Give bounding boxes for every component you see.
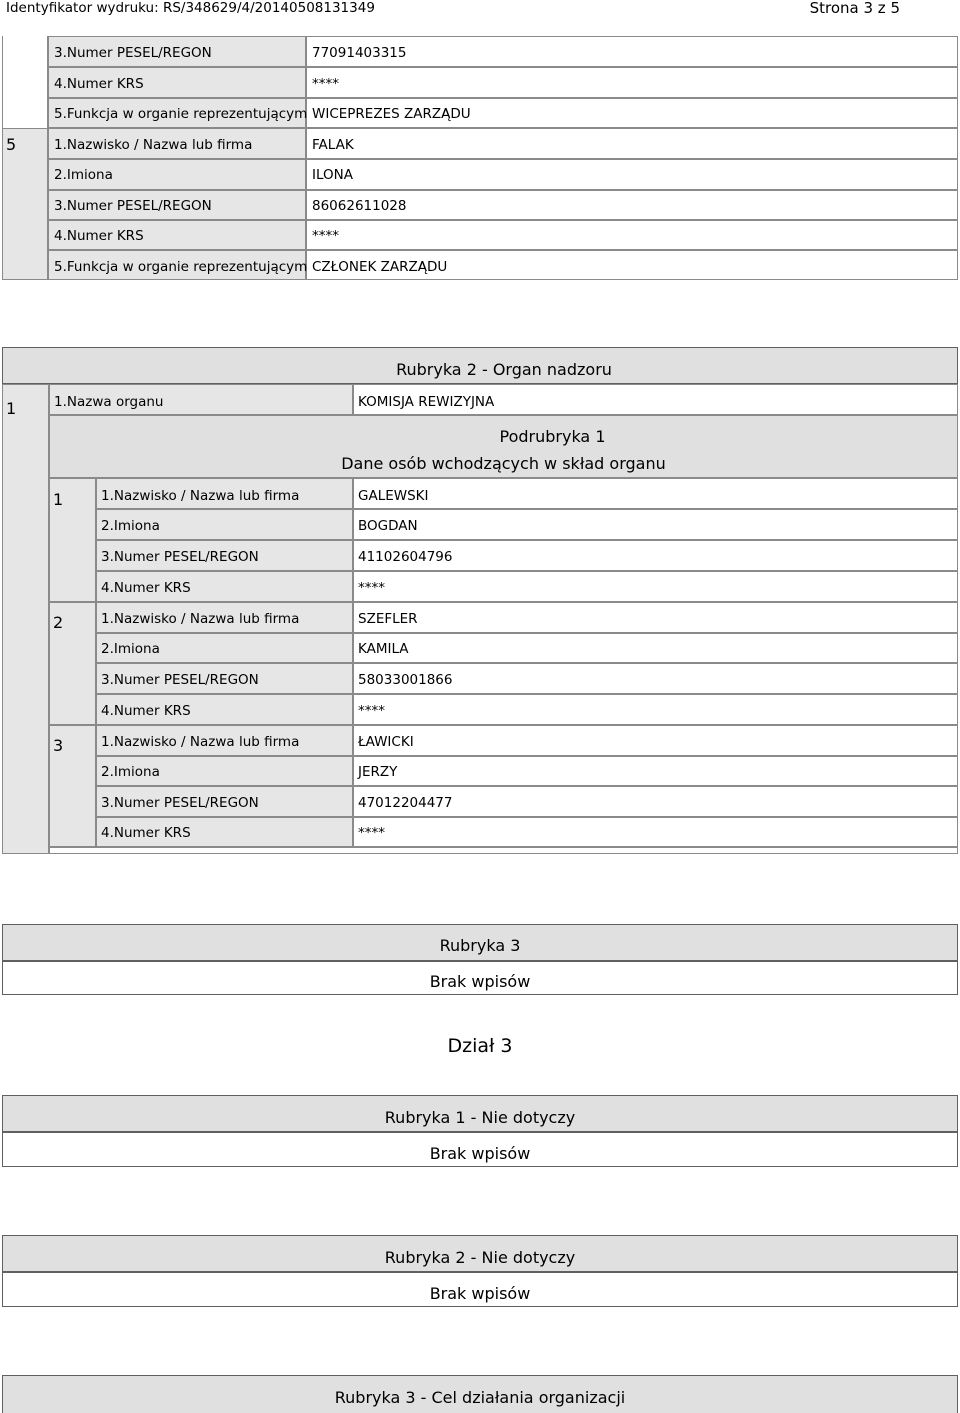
field-value: ****: [312, 228, 339, 244]
rubryka-2-title: Rubryka 2 - Organ nadzoru: [396, 360, 612, 379]
d3-rubryka-3-title: Rubryka 3 - Cel działania organizacji: [334, 1388, 626, 1407]
organ-label: 1.Nazwa organu: [54, 394, 164, 410]
field-label: 1.Nazwisko / Nazwa lub firma: [101, 611, 300, 627]
rubryka-3-title: Rubryka 3: [439, 936, 521, 955]
entry-number: 5: [6, 135, 17, 154]
field-label: 1.Nazwisko / Nazwa lub firma: [54, 137, 253, 153]
organ-number-cell: [2, 384, 49, 854]
field-value: ****: [312, 76, 339, 92]
field-label: 5.Funkcja w organie reprezentującym: [54, 106, 308, 122]
closing-strip: [49, 847, 958, 854]
field-value: ****: [358, 825, 385, 841]
field-label: 3.Numer PESEL/REGON: [101, 795, 259, 811]
field-label: 3.Numer PESEL/REGON: [54, 45, 212, 61]
field-label: 4.Numer KRS: [54, 228, 144, 244]
d3-rubryka-1-title: Rubryka 1 - Nie dotyczy: [384, 1108, 576, 1127]
field-value: 47012204477: [358, 795, 453, 811]
field-value: CZŁONEK ZARZĄDU: [312, 259, 448, 275]
field-value: GALEWSKI: [358, 488, 429, 504]
field-label: 1.Nazwisko / Nazwa lub firma: [101, 734, 300, 750]
field-label: 3.Numer PESEL/REGON: [101, 549, 259, 565]
field-label: 2.Imiona: [54, 167, 113, 183]
field-value: BOGDAN: [358, 518, 418, 534]
field-value: JERZY: [358, 764, 398, 780]
field-label: 2.Imiona: [101, 518, 160, 534]
person-number: 2: [53, 613, 64, 632]
field-value: ****: [358, 580, 385, 596]
dzial-3-title: Dział 3: [447, 1035, 513, 1057]
d3-rubryka-2-title: Rubryka 2 - Nie dotyczy: [384, 1248, 576, 1267]
field-label: 3.Numer PESEL/REGON: [101, 672, 259, 688]
number-column-cont: [2, 36, 48, 128]
podrubryka-title: Podrubryka 1: [499, 427, 606, 446]
field-value: 41102604796: [358, 549, 453, 565]
field-label: 4.Numer KRS: [54, 76, 144, 92]
organ-number: 1: [6, 399, 17, 418]
field-value: SZEFLER: [358, 611, 418, 627]
field-value: 58033001866: [358, 672, 453, 688]
print-identifier: Identyfikator wydruku: RS/348629/4/20140508131349: [6, 0, 375, 16]
field-value: WICEPREZES ZARZĄDU: [312, 106, 471, 122]
podrubryka-subtitle: Dane osób wchodzących w skład organu: [341, 454, 666, 473]
field-label: 4.Numer KRS: [101, 580, 191, 596]
field-label: 4.Numer KRS: [101, 825, 191, 841]
person-number: 1: [53, 490, 64, 509]
rubryka-3-note: Brak wpisów: [429, 972, 531, 991]
field-value: 86062611028: [312, 198, 407, 214]
field-label: 4.Numer KRS: [101, 703, 191, 719]
field-label: 2.Imiona: [101, 764, 160, 780]
field-value: ŁAWICKI: [358, 734, 414, 750]
field-label: 5.Funkcja w organie reprezentującym: [54, 259, 308, 275]
page-number: Strona 3 z 5: [809, 0, 900, 17]
field-label: 1.Nazwisko / Nazwa lub firma: [101, 488, 300, 504]
field-value: 77091403315: [312, 45, 407, 61]
person-number: 3: [53, 736, 64, 755]
field-value: ****: [358, 703, 385, 719]
d3-rubryka-2-note: Brak wpisów: [429, 1284, 531, 1303]
d3-rubryka-1-note: Brak wpisów: [429, 1144, 531, 1163]
field-label: 3.Numer PESEL/REGON: [54, 198, 212, 214]
field-value: FALAK: [312, 137, 354, 153]
field-value: KAMILA: [358, 641, 409, 657]
field-label: 2.Imiona: [101, 641, 160, 657]
field-value: ILONA: [312, 167, 353, 183]
organ-value: KOMISJA REWIZYJNA: [358, 394, 495, 410]
